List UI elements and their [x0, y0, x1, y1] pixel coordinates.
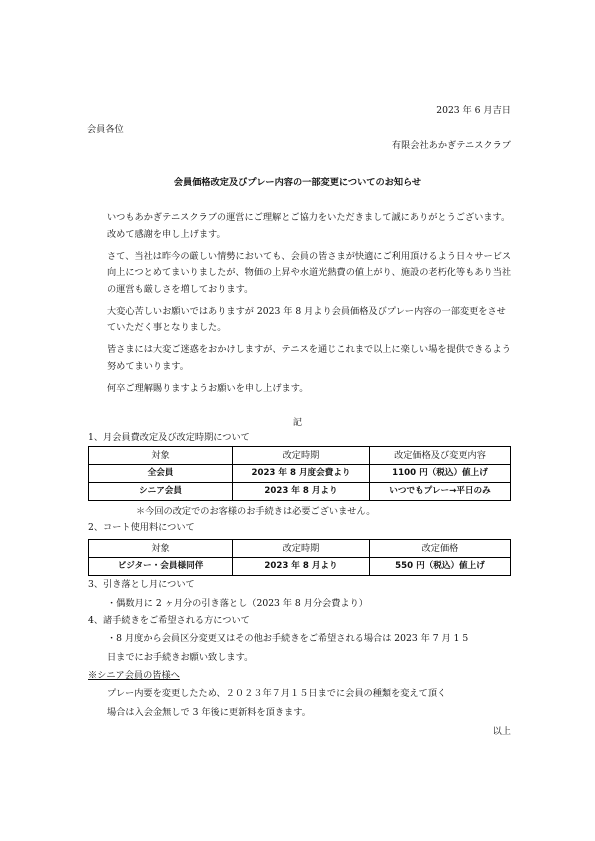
- ki-heading: 記: [292, 417, 303, 428]
- section4-line: ・8 月度から会員区分変更又はその他お手続きをご希望される場合は 2023 年 7 月 1 5: [107, 633, 469, 644]
- header-cell: 改定価格及び変更内容: [370, 447, 511, 465]
- body-paragraph: 何卒ご理解賜りますようお願いを申し上げます。: [107, 382, 309, 394]
- senior-line: プレー内要を変更したため、２０２３年７月１５日までに会員の種類を変えて頂く: [107, 688, 447, 699]
- section1-note: ＊今回の改定でのお客様のお手続きは必要ございません。: [136, 506, 376, 517]
- section1-heading: 1、月会員費改定及び改定時期について: [88, 432, 250, 443]
- section3-heading: 3、引き落とし月について: [88, 579, 195, 590]
- table-cell: 2023 年 8 月度会費より: [233, 465, 370, 483]
- header-cell: 対象: [89, 540, 233, 558]
- table-cell: シニア会員: [89, 483, 233, 501]
- table-cell: 550 円（税込）値上げ: [370, 558, 511, 576]
- section2-heading: 2、コート使用料について: [88, 522, 195, 533]
- header-cell: 対象: [89, 447, 233, 465]
- senior-line: 場合は入会金無しで 3 年後に更新料を頂きます。: [107, 707, 311, 718]
- membership-fee-table: [88, 446, 511, 501]
- court-fee-table: [88, 539, 511, 576]
- document-title: 会員価格改定及びプレー内容の一部変更についてのお知らせ: [173, 177, 422, 188]
- table-header-row: [89, 447, 511, 465]
- table-row: [89, 465, 511, 483]
- header-cell: 改定時期: [233, 447, 370, 465]
- table-cell: 1100 円（税込）値上げ: [370, 465, 511, 483]
- section4-heading: 4、諸手続きをご希望される方について: [88, 615, 250, 626]
- body-paragraph: 皆さまには大変ご迷惑をおかけしますが、テニスを通じこれまで以上に楽しい場を提供できるよう努めてまいります。: [107, 344, 511, 372]
- issue-date: 2023 年 6 月吉日: [436, 105, 511, 116]
- section3-item: ・偶数月に 2 ヶ月分の引き落とし（2023 年 8 月分会費より）: [107, 598, 368, 609]
- table-cell: ビジター・会員様同伴: [89, 558, 233, 576]
- body-paragraph: 大変心苦しいお願いではありますが 2023 年 8 月より会員価格及びプレー内容の一部変更をさせていただく事となりました。: [107, 305, 506, 333]
- table-cell: 全会員: [89, 465, 233, 483]
- senior-heading: ※シニア会員の皆様へ: [88, 670, 180, 681]
- table-row: [89, 483, 511, 501]
- body-paragraph: さて、当社は昨今の厳しい情勢においても、会員の皆さまが快適にご利用頂けるよう日々サービス向上につとめてまいりましたが、物価の上昇や水道光熱費の値上がり、施設の老朽化等もあり当社の運営も厳しさを増しております。: [107, 250, 512, 295]
- table-row: [89, 558, 511, 576]
- body-text: [107, 210, 512, 403]
- recipient: 会員各位: [87, 124, 124, 135]
- closing-text: 以上: [492, 726, 511, 737]
- table-cell: 2023 年 8 月より: [233, 558, 370, 576]
- header-cell: 改定価格: [370, 540, 511, 558]
- table-cell: 2023 年 8 月より: [233, 483, 370, 501]
- header-cell: 改定時期: [233, 540, 370, 558]
- table-cell: いつでもプレー→平日のみ: [370, 483, 511, 501]
- table-header-row: [89, 540, 511, 558]
- section4-line: 日までにお手続きお願い致します。: [107, 652, 254, 663]
- sender: 有限会社あかぎテニスクラブ: [391, 140, 511, 151]
- body-paragraph: いつもあかぎテニスクラブの運営にご理解とご協力をいただきまして誠にありがとうございます。改めて感謝を申し上げます。: [107, 212, 511, 240]
